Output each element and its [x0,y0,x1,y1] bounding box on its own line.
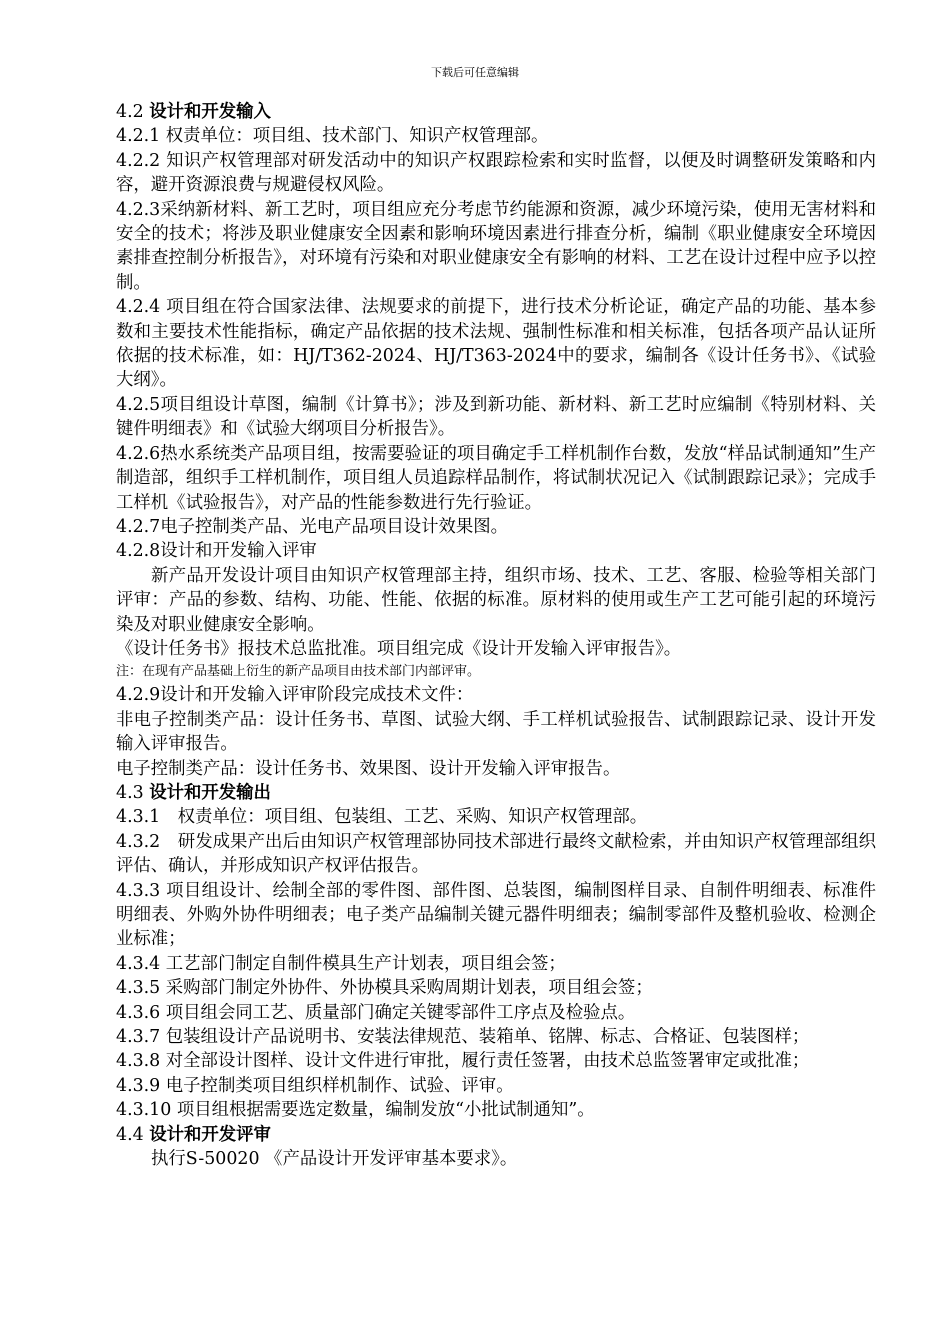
paragraph-4-2-6: 4.2.6热水系统类产品项目组，按需要验证的项目确定手工样机制作台数，发放“样品试制通知”生产制造部，组织手工样机制作，项目组人员追踪样品制作，将试制状况记入《试制跟踪记录》；完成手工样机《试验报告》，对产品的性能参数进行先行验证。 [116,443,876,513]
paragraph-4-2-5: 4.2.5项目组设计草图，编制《计算书》；涉及到新功能、新材料、新工艺时应编制《特别材料、关键件明细表》和《试验大纲项目分析报告》。 [116,394,876,440]
section-heading-4-2 [116,100,876,124]
section-number: 4.3 [116,782,150,803]
section-title: 设计和开发评审 [149,1124,271,1145]
paragraph-4-2-1: 4.2.1 权责单位：项目组、技术部门、知识产权管理部。 [116,126,549,147]
section-heading-4-3 [116,781,876,805]
paragraph-4-2-2: 4.2.2 知识产权管理部对研发活动中的知识产权跟踪检索和实时监督，以便及时调整研发策略和内容，避开资源浪费与规避侵权风险。 [116,150,876,196]
paragraph-4-2-9: 4.2.9设计和开发输入评审阶段完成技术文件： [116,685,474,706]
paragraph-4-2-3: 4.2.3采纳新材料、新工艺时，项目组应充分考虑节约能源和资源，减少环境污染，使用无害材料和安全的技术；将涉及职业健康安全因素和影响环境因素进行排查分析，编制《职业健康安全环境因素排查控制分析报告》，对环境有污染和对职业健康安全有影响的材料、工艺在设计过程中应予以控制。 [116,199,876,293]
paragraph-4-2-8: 4.2.8设计和开发输入评审 [116,541,317,562]
paragraph-4-3-1: 4.3.1 权责单位：项目组、包装组、工艺、采购、知识产权管理部。 [116,807,648,828]
paragraph-4-3-2: 4.3.2 研发成果产出后由知识产权管理部协同技术部进行最终文献检索，并由知识产权管理部组织评估、确认，并形成知识产权评估报告。 [116,831,876,877]
section-heading-4-4 [116,1123,876,1147]
section-title: 设计和开发输入 [149,102,271,122]
document-body [116,100,876,1171]
paragraph-4-2-8-approval: 《设计任务书》报技术总监批准。项目组完成《设计开发输入评审报告》。 [116,638,682,659]
paragraph-4-3-8: 4.3.8 对全部设计图样、设计文件进行审批，履行责任签署，由技术总监签署审定或批准； [116,1051,810,1072]
paragraph-4-3-5: 4.3.5 采购部门制定外协件、外协模具采购周期计划表，项目组会签； [116,978,653,999]
paragraph-4-2-4: 4.2.4 项目组在符合国家法律、法规要求的前提下，进行技术分析论证，确定产品的功能、基本参数和主要技术性能指标，确定产品依据的技术法规、强制性标准和相关标准，包括各项产品认证所依据的技术标准，如：HJ/T362-2024、HJ/T363-2024中的要求，编制各《设计任务书》、《试验大纲》。 [116,297,876,391]
note: 注：在现有产品基础上衍生的新产品项目由技术部门内部评审。 [116,664,481,680]
paragraph-4-3-3: 4.3.3 项目组设计、绘制全部的零件图、部件图、总装图，编制图样目录、自制件明细表、标准件明细表、外购外协件明细表；电子类产品编制关键元器件明细表；编制零部件及整机验收、检测企业标准； [116,880,876,950]
paragraph-4-3-4: 4.3.4 工艺部门制定自制件模具生产计划表，项目组会签； [116,953,566,974]
paragraph-4-3-9: 4.3.9 电子控制类项目组织样机制作、试验、评审。 [116,1075,514,1096]
paragraph-4-3-6: 4.3.6 项目组会同工艺、质量部门确定关键零部件工序点及检验点。 [116,1002,636,1023]
paragraph-4-2-9-electronic: 电子控制类产品：设计任务书、效果图、设计开发输入评审报告。 [116,758,621,779]
paragraph-4-4-body: 执行S-50020 《产品设计开发评审基本要求》。 [151,1149,518,1170]
section-number: 4.4 [116,1124,150,1145]
paragraph-4-2-8-body: 新产品开发设计项目由知识产权管理部主持，组织市场、技术、工艺、客服、检验等相关部门评审：产品的参数、结构、功能、性能、依据的标准。原材料的使用或生产工艺可能引起的环境污染及对职业健康安全影响。 [116,565,876,635]
section-number: 4.2 [116,102,150,122]
paragraph-4-2-9-non-electronic: 非电子控制类产品：设计任务书、草图、试验大纲、手工样机试验报告、试制跟踪记录、设计开发输入评审报告。 [116,709,876,755]
page-header: 下载后可任意编辑 [431,66,519,79]
paragraph-4-3-7: 4.3.7 包装组设计产品说明书、安装法律规范、装箱单、铭牌、标志、合格证、包装图样； [116,1027,810,1048]
paragraph-4-2-7: 4.2.7电子控制类产品、光电产品项目设计效果图。 [116,516,509,537]
section-title: 设计和开发输出 [149,782,271,803]
paragraph-4-3-10: 4.3.10 项目组根据需要选定数量，编制发放“小批试制通知”。 [116,1100,595,1121]
